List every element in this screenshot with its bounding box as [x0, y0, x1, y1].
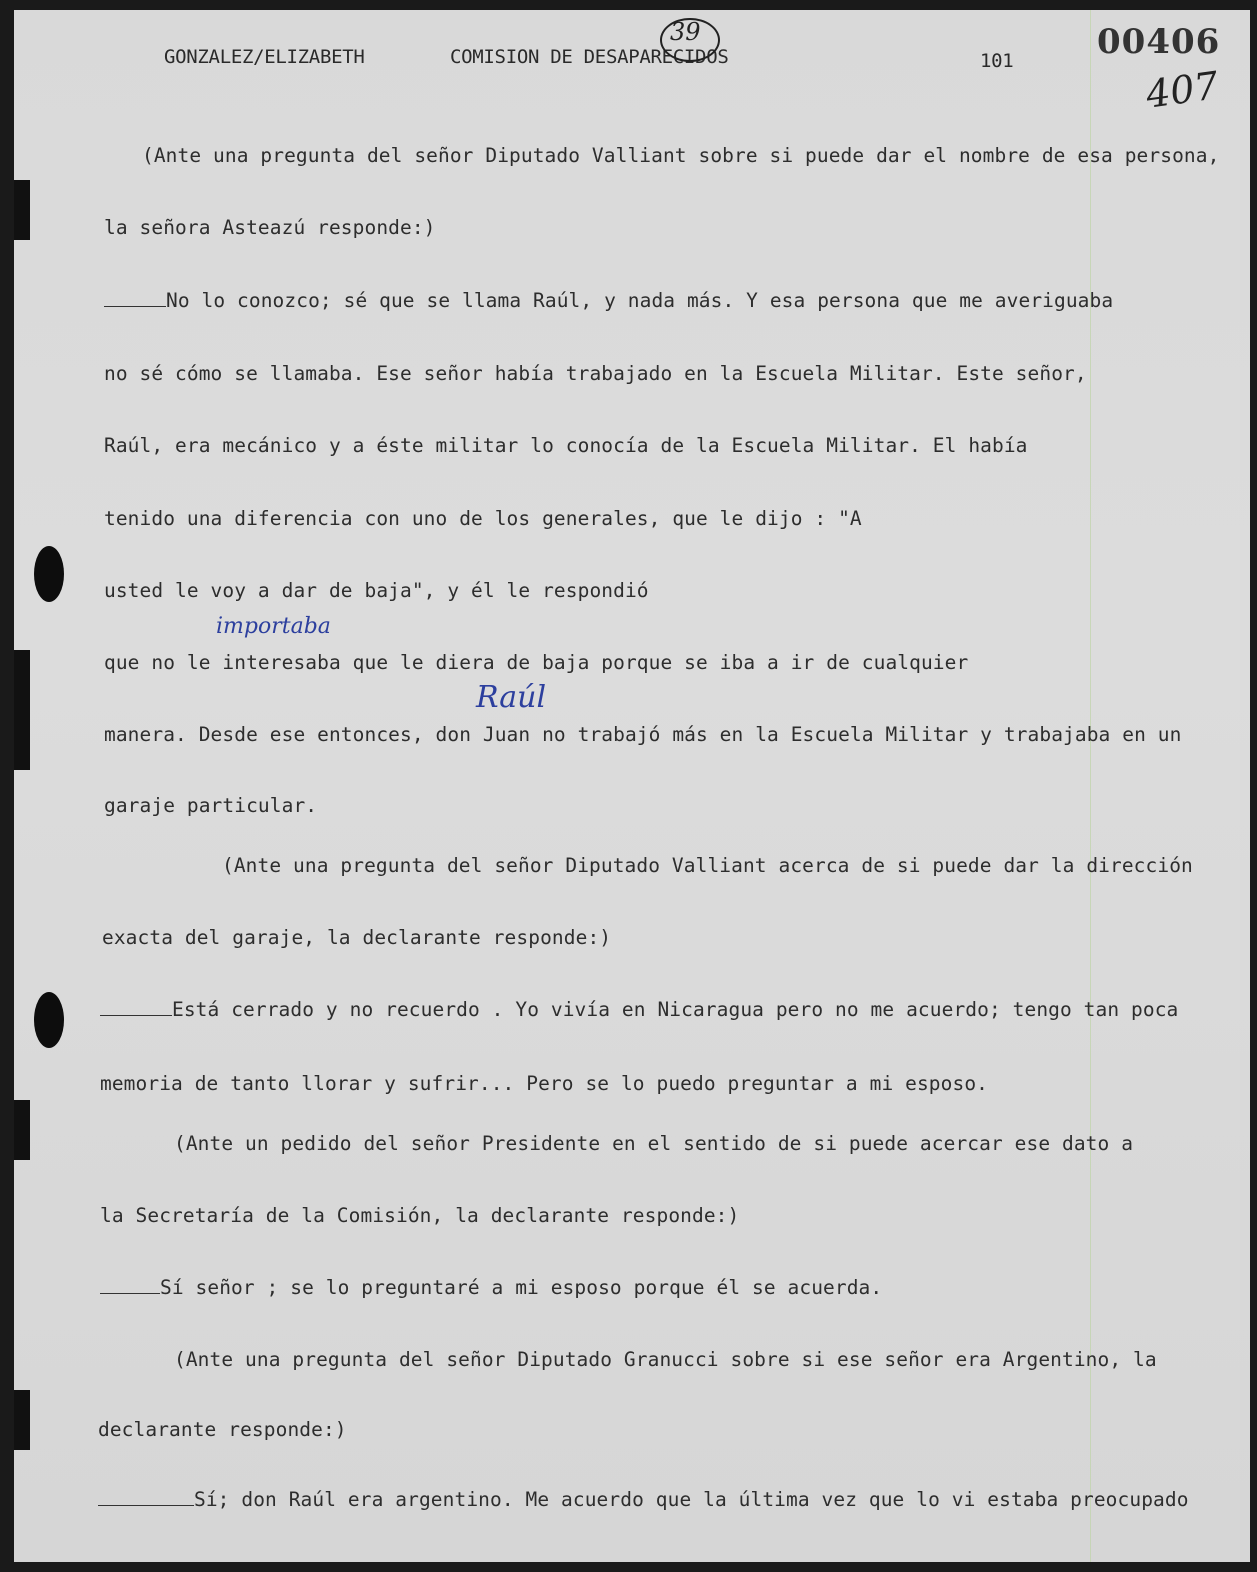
page-number: 101	[980, 50, 1014, 72]
text-line	[98, 1488, 1189, 1511]
header-commission: COMISION DE DESAPARECIDOS	[450, 46, 729, 68]
text-line: exacta del garaje, la declarante responde:)	[102, 926, 612, 949]
answer-dash	[104, 306, 166, 307]
document-stamp: 00406	[1097, 22, 1221, 62]
answer-text: Está cerrado y no recuerdo . Yo vivía en Nicaragua pero no me acuerdo; tengo tan poca	[172, 998, 1179, 1021]
binder-mark	[14, 1390, 30, 1450]
answer-dash	[100, 1015, 172, 1016]
text-line: garaje particular.	[104, 794, 318, 817]
text-line: no sé cómo se llamaba. Ese señor había trabajado en la Escuela Militar. Este señor,	[104, 362, 1087, 385]
answer-dash	[98, 1505, 194, 1506]
binder-mark	[14, 180, 30, 240]
text-line: la señora Asteazú responde:)	[104, 216, 436, 239]
text-line: manera. Desde ese entonces, don Juan no trabajó más en la Escuela Militar y trabajaba en un	[104, 723, 1182, 746]
punch-hole	[34, 992, 64, 1048]
text-line: usted le voy a dar de baja", y él le respondió	[104, 579, 649, 602]
text-line: declarante responde:)	[98, 1418, 347, 1441]
binder-mark	[14, 1100, 30, 1160]
handwritten-correction: Raúl	[476, 680, 547, 715]
margin-line	[1090, 10, 1091, 1562]
punch-hole	[34, 546, 64, 602]
text-line: (Ante una pregunta del señor Diputado Valliant sobre si puede dar el nombre de esa persona,	[142, 144, 1220, 167]
text-line: memoria de tanto llorar y sufrir... Pero se lo puedo preguntar a mi esposo.	[100, 1072, 988, 1095]
document-page	[14, 10, 1250, 1562]
text-line: (Ante un pedido del señor Presidente en el sentido de si puede acercar ese dato a	[174, 1132, 1134, 1155]
answer-text: Sí señor ; se lo preguntaré a mi esposo porque él se acuerda.	[160, 1276, 883, 1299]
text-line: que no le interesaba que le diera de baja porque se iba a ir de cualquier	[104, 651, 969, 674]
text-line: tenido una diferencia con uno de los generales, que le dijo : "A	[104, 507, 862, 530]
circled-number: 39	[670, 18, 701, 46]
text-line: (Ante una pregunta del señor Diputado Valliant acerca de si puede dar la dirección	[222, 854, 1193, 877]
binder-mark	[14, 650, 30, 770]
answer-text: No lo conozco; sé que se llama Raúl, y nada más. Y esa persona que me averiguaba	[166, 289, 1114, 312]
handwritten-folio: 407	[1143, 63, 1222, 117]
handwritten-correction: importaba	[216, 614, 331, 639]
answer-dash	[100, 1293, 160, 1294]
header-name: GONZALEZ/ELIZABETH	[164, 46, 365, 68]
answer-text: Sí; don Raúl era argentino. Me acuerdo que la última vez que lo vi estaba preocupado	[194, 1488, 1189, 1511]
text-line	[104, 289, 1113, 312]
text-line	[100, 998, 1178, 1021]
text-line: (Ante una pregunta del señor Diputado Granucci sobre si ese señor era Argentino, la	[174, 1348, 1157, 1371]
text-line: la Secretaría de la Comisión, la declarante responde:)	[100, 1204, 740, 1227]
text-line	[100, 1276, 882, 1299]
text-line: Raúl, era mecánico y a éste militar lo conocía de la Escuela Militar. El había	[104, 434, 1028, 457]
